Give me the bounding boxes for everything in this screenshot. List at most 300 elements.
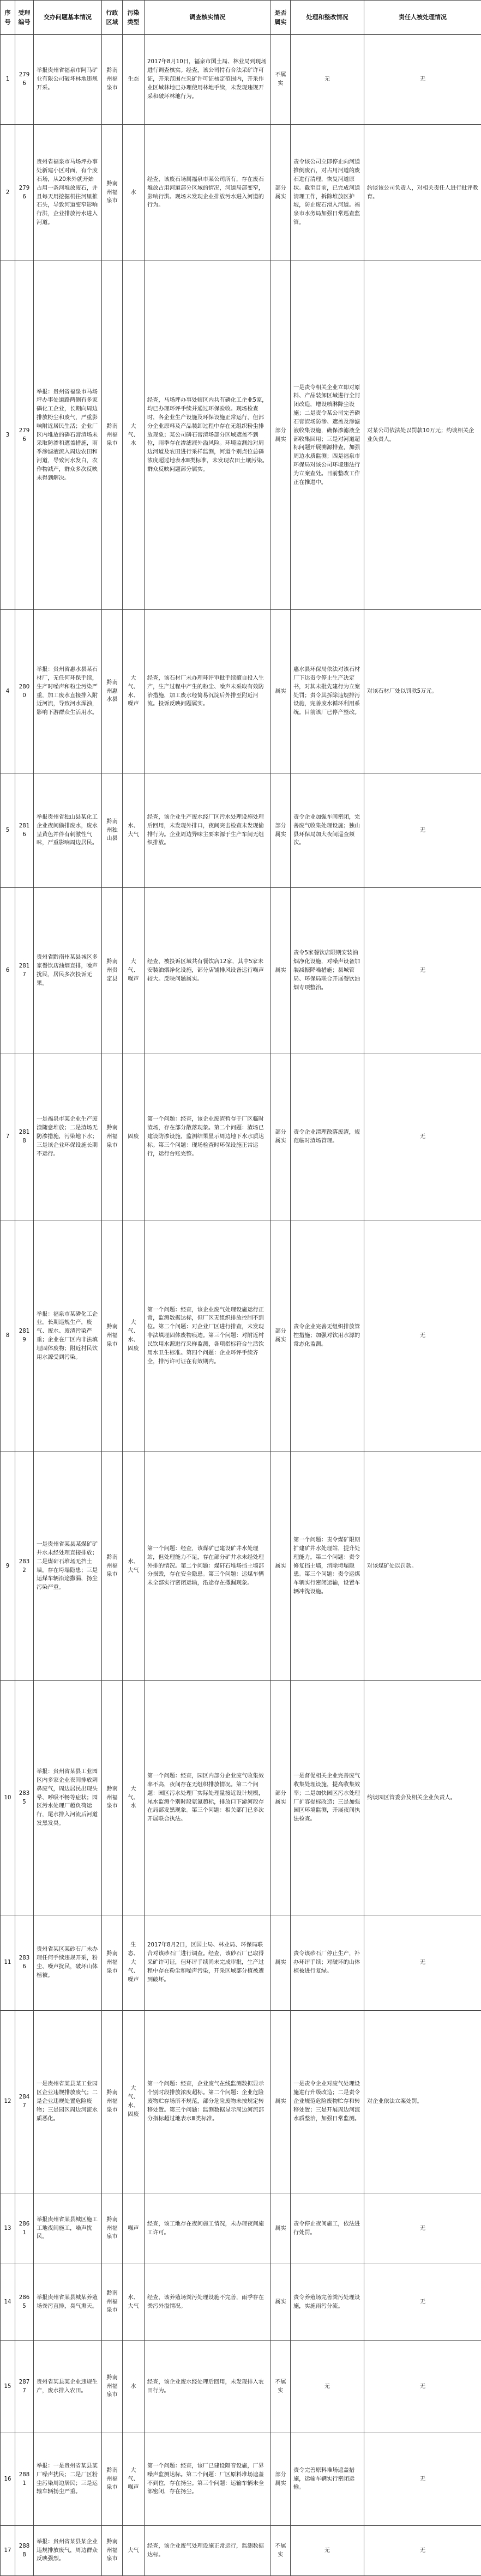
row-seq	[1, 1452, 15, 1681]
row-handling	[291, 2193, 364, 2264]
row-seq	[1, 2526, 15, 2576]
row-pollution-type-text: 生态	[128, 76, 139, 82]
row-case-no	[15, 1220, 34, 1452]
row-accountability-text: 约谈园区管委会及相关企业负责人。	[367, 1795, 456, 1801]
row-handling	[291, 2433, 364, 2526]
row-is-true-text: 属实	[275, 1563, 286, 1569]
row-handling-text: 责令养殖场完善粪污处理设施，实施雨污分流。	[293, 2295, 360, 2309]
row-pollution-type-text: 固废	[128, 1134, 139, 1140]
row-seq-text: 15	[4, 2384, 11, 2390]
row-pollution-type	[123, 1220, 145, 1452]
row-is-true	[271, 2433, 291, 2526]
row-region	[102, 1220, 123, 1452]
row-handling	[291, 773, 364, 888]
row-handling-text: 惠水县环保局依法对该石材厂下达责令停止生产决定书，对其未批先建行为立案处罚；责令其拆除违规排污设施，完善废水循环利用系统。目前该厂已停产整改。	[293, 667, 360, 716]
row-case-no	[15, 610, 34, 773]
row-handling	[291, 1915, 364, 2011]
table-row	[1, 2264, 481, 2341]
row-verification-text: 经查，该废石场属福泉市某公司所有，存在废石堆放占用河道部分区域的情况，河道局部变窄，影响行洪。现场未发现企业排放污水进入河道的行为。	[147, 177, 264, 208]
row-seq-text: 2	[6, 190, 9, 196]
row-complaint	[34, 1220, 102, 1452]
row-case-no	[15, 1452, 34, 1681]
row-pollution-type-text: 大气	[128, 2548, 139, 2554]
row-seq	[1, 773, 15, 888]
row-case-no-text: 2796	[19, 428, 29, 443]
row-region-text: 黔南州福泉市	[106, 181, 117, 204]
row-handling-text: 一是责令企业对废气处理设施进行升级改造；二是责令企业规范危险废物贮存和转移处置；三是开展周边河流水质整治，加强日常监测。	[293, 2081, 360, 2121]
row-case-no	[15, 1054, 34, 1220]
row-seq-text: 17	[4, 2548, 11, 2554]
row-pollution-type-text: 大气、水、固废	[128, 2085, 139, 2117]
row-case-no-text: 2888	[19, 2543, 29, 2558]
row-verification	[145, 610, 271, 773]
header-case-no: 受理编号	[15, 1, 34, 35]
table-row	[1, 35, 481, 125]
row-complaint	[34, 1681, 102, 1915]
row-pollution-type	[123, 1452, 145, 1681]
row-verification	[145, 125, 271, 261]
row-seq	[1, 1681, 15, 1915]
row-complaint	[34, 2193, 102, 2264]
row-is-true-text: 不属实	[275, 72, 286, 87]
row-seq-text: 1	[6, 76, 9, 82]
row-case-no	[15, 1915, 34, 2011]
row-handling	[291, 261, 364, 610]
row-pollution-type	[123, 1054, 145, 1220]
row-case-no-text: 2817	[19, 963, 29, 978]
row-is-true	[271, 2193, 291, 2264]
row-verification	[145, 1220, 271, 1452]
row-is-true-text: 部分属实	[275, 1129, 286, 1144]
row-seq	[1, 125, 15, 261]
row-is-true	[271, 2011, 291, 2193]
row-region	[102, 773, 123, 888]
row-complaint	[34, 2341, 102, 2433]
row-seq	[1, 888, 15, 1054]
row-accountability	[364, 1054, 481, 1220]
row-verification-text: 2017年8月10日，福泉市国土局、林业局到现场进行调查核实。经查，该公司持有合法采矿许可证，开采范围在采矿许可证核定范围内，开采作业区域林地已办理使用林地手续，未发现违规开采和破坏林地行为。	[147, 59, 267, 99]
row-case-no	[15, 773, 34, 888]
row-accountability	[364, 2011, 481, 2193]
row-region-text: 黔南州福泉市	[106, 2290, 117, 2314]
row-handling	[291, 125, 364, 261]
row-pollution-type	[123, 1915, 145, 2011]
header-region: 行政区域	[102, 1, 123, 35]
row-case-no-text: 2818	[19, 1129, 29, 1144]
row-complaint-text: 举报贵州省独山县某化工企业夜间偷排废水，废水呈黄色并伴有刺激性气味，严重影响周边居民。	[37, 814, 98, 846]
row-complaint	[34, 2011, 102, 2193]
table-row	[1, 773, 481, 888]
row-verification-text: 第一个问题：经查，企业废气在线监测数据显示个别时段排放浓度超标。第二个问题：企业危险废物贮存场所不规范，部分危险废物未按规定转移处置。第三个问题：监测数据显示周边河流部分指标超过地表水Ⅲ类标准。	[147, 2081, 264, 2121]
row-handling-text: 责令企业完善无组织排放管控措施；加强对饮用水源的常态化监测。	[293, 1324, 360, 1347]
table-body	[1, 35, 481, 2576]
row-is-true-text: 部分属实	[275, 823, 286, 838]
row-is-true-text: 属实	[275, 2099, 286, 2105]
row-complaint-text: 举报：福泉市某磷化工企业，长期违规生产，废气、废水、废渣污染严重；企业在厂区内非法填埋固体废物；附近村民饮用水源受到污染。	[37, 1311, 98, 1360]
table-row	[1, 2433, 481, 2526]
table-row	[1, 2011, 481, 2193]
row-complaint	[34, 2526, 102, 2576]
row-accountability	[364, 1681, 481, 1915]
row-case-no-text: 2832	[19, 1559, 29, 1574]
row-seq	[1, 1915, 15, 2011]
table-row	[1, 1915, 481, 2011]
header-accountability: 责任人被处理情况	[364, 1, 481, 35]
row-accountability-text: 无	[420, 2476, 425, 2482]
row-verification	[145, 1915, 271, 2011]
row-verification	[145, 2264, 271, 2341]
row-accountability-text: 无	[420, 1960, 425, 1966]
row-seq	[1, 2341, 15, 2433]
row-region-text: 黔南州福泉市	[106, 2217, 117, 2240]
row-accountability-text: 无	[420, 1333, 425, 1339]
row-pollution-type	[123, 2526, 145, 2576]
row-complaint-text: 一是贵州省某县某工业园区企业违规排放废气；二是企业违规处置危险废物；三是园区周边河流水质恶化。	[37, 2081, 98, 2121]
row-is-true	[271, 125, 291, 261]
row-seq	[1, 2011, 15, 2193]
row-case-no	[15, 2433, 34, 2526]
row-accountability	[364, 2264, 481, 2341]
row-handling	[291, 1220, 364, 1452]
row-verification	[145, 1054, 271, 1220]
row-handling	[291, 2264, 364, 2341]
row-verification-text: 经查，马场坪办事处辖区内共有磷化工企业5家，均已办理环评手续并通过环保验收。现场检查时，各企业生产设施及环保设施正常运行，但部分企业原料及产品装卸过程中存在无组织粉尘排放现象；某公司磷石膏渣场部分区域遮盖不到位，雨季存在渗滤液外溢风险。环境监测站对周边河道及农田进行采样监测，河道个别点位总磷浓度超过地表水Ⅲ类标准，未发现农田土壤污染。群众反映问题部分属实。	[147, 397, 268, 473]
row-complaint	[34, 261, 102, 610]
row-region	[102, 610, 123, 773]
row-pollution-type	[123, 2433, 145, 2526]
row-seq-text: 13	[4, 2226, 11, 2232]
row-complaint	[34, 1054, 102, 1220]
row-case-no	[15, 2341, 34, 2433]
row-seq-text: 14	[4, 2299, 11, 2305]
row-pollution-type-text: 大气、水	[128, 424, 139, 447]
row-case-no	[15, 261, 34, 610]
row-case-no	[15, 888, 34, 1054]
row-region-text: 黔南州福泉市	[106, 1951, 117, 1974]
row-handling	[291, 1681, 364, 1915]
row-region-text: 黔南州独山县	[106, 819, 117, 842]
row-accountability	[364, 2526, 481, 2576]
row-pollution-type-text: 水、大气	[128, 2295, 139, 2309]
row-accountability	[364, 2433, 481, 2526]
table-row	[1, 1220, 481, 1452]
row-region-text: 黔南州福泉市	[106, 68, 117, 91]
row-complaint	[34, 1915, 102, 2011]
row-seq-text: 6	[6, 967, 9, 973]
row-region	[102, 2011, 123, 2193]
row-complaint	[34, 35, 102, 125]
row-case-no	[15, 2193, 34, 2264]
row-case-no-text: 2877	[19, 2379, 29, 2394]
header-verification: 调查核实情况	[145, 1, 271, 35]
row-complaint-text: 贵州省某县某企业违规生产，废水排入农田。	[37, 2379, 98, 2394]
header-is-true: 是否属实	[271, 1, 291, 35]
row-is-true-text: 属实	[275, 688, 286, 694]
row-region-text: 黔南州福泉市	[106, 2539, 117, 2562]
row-handling-text: 责令该公司立即停止向河道推倒废石，对占用河道的废石进行清理，恢复河道原状。截至目前，已完成河道清理工作，拆除堆放区护坡，防止废石滑入河道。福泉市水务局加强日常巡查监管。	[293, 159, 360, 226]
row-seq-text: 9	[6, 1563, 9, 1569]
row-case-no-text: 2881	[19, 2472, 29, 2487]
row-handling-text: 责令5家餐饮店限期安装油烟净化设施，对噪声设备加装减振降噪措施；县城管局、环保局联合开展餐饮油烟专项整治。	[293, 950, 360, 990]
row-verification	[145, 888, 271, 1054]
row-accountability	[364, 2193, 481, 2264]
row-is-true	[271, 1220, 291, 1452]
table-row	[1, 125, 481, 261]
row-complaint-text: 举报贵州省某县城某养殖场粪污直排，臭气熏天。	[37, 2295, 98, 2309]
row-seq-text: 16	[4, 2476, 11, 2482]
row-accountability	[364, 1220, 481, 1452]
table-row	[1, 2341, 481, 2433]
row-seq-text: 3	[6, 432, 9, 438]
row-handling	[291, 35, 364, 125]
row-case-no-text: 2835	[19, 1791, 29, 1805]
row-case-no-text: 2796	[19, 72, 29, 87]
row-pollution-type-text: 水、大气	[128, 823, 139, 838]
row-pollution-type	[123, 888, 145, 1054]
table-row	[1, 2193, 481, 2264]
row-verification	[145, 2011, 271, 2193]
row-seq-text: 8	[6, 1333, 9, 1339]
row-handling	[291, 610, 364, 773]
row-verification-text: 经查，该企业废气处理设施正常运行，监测数据达标。	[147, 2543, 264, 2558]
row-region	[102, 125, 123, 261]
row-is-true	[271, 1054, 291, 1220]
row-seq	[1, 2264, 15, 2341]
row-accountability	[364, 773, 481, 888]
row-complaint-text: 举报贵州省福泉市阿马矿业有限公司破坏林地违规开采。	[37, 68, 98, 91]
row-region-text: 黔南州福泉市	[106, 2468, 117, 2491]
row-case-no	[15, 35, 34, 125]
row-verification-text: 第一个问题：经查，园区内部分企业废气收集效率不高，夜间存在无组织排放情况。第二个问题：园区污水处理厂实际处理量接近设计规模，尾水监测个别时段氨氮超标，排放口下游河段存在局部发黑现象。第三个问题：相关部门已多次开展联合执法。	[147, 1773, 264, 1822]
row-accountability-text: 无	[420, 76, 425, 82]
row-region	[102, 2193, 123, 2264]
row-region	[102, 2341, 123, 2433]
row-handling-text: 责令完善原料堆场遮盖措施，运输车辆实行密闭运输。	[293, 2468, 354, 2491]
row-case-no	[15, 125, 34, 261]
row-is-true-text: 部分属实	[275, 1791, 286, 1805]
row-complaint-text: 一是贵州省某县某煤矿矿井水未经处理直接排放；二是煤矸石堆场无挡土墙，存在垮塌隐患；三是运煤车辆沿途撒漏，扬尘污染严重。	[37, 1541, 98, 1591]
row-complaint-text: 举报：一是贵州省某县某厂噪声扰民；二是厂区粉尘污染周边居民；三是运输车辆扬尘严重。	[37, 2463, 98, 2495]
row-seq-text: 10	[4, 1795, 11, 1801]
row-seq	[1, 261, 15, 610]
row-pollution-type-text: 生态、大气、噪声	[128, 1942, 139, 1982]
row-verification-text: 经查，该企业生产废水经厂区污水处理设施处理后回用，未发现外排口，夜间突击检查未发现偷排行为。企业周边异味主要来源于生产车间无组织排放。	[147, 814, 264, 846]
row-is-true-text: 部分属实	[275, 1328, 286, 1343]
row-verification	[145, 2341, 271, 2433]
row-accountability-text: 无	[420, 2299, 425, 2305]
row-region-text: 黔南州福泉市	[106, 2090, 117, 2113]
row-seq-text: 11	[4, 1960, 11, 1966]
row-pollution-type	[123, 261, 145, 610]
row-verification-text: 2017年8月2日，区国土局、林业局、环保局联合对该砂石厂进行调查。经查，该砂石厂已取得采矿许可证，但环评手续尚未完成审批，生产过程中存在粉尘和噪声污染，开采区域部分植被遭到破坏。	[147, 1942, 264, 1982]
row-case-no	[15, 2264, 34, 2341]
row-complaint-text: 举报：贵州省某县工业园区内多家企业夜间排放刺鼻废气，周边居民出现头晕、呼吸不畅等症状；园区污水处理厂超负荷运行，尾水排入河流后河道发黑发臭。	[37, 1769, 98, 1827]
row-is-true	[271, 35, 291, 125]
row-verification-text: 第一个问题：经查，该厂已建设隔音设施，厂界噪声监测达标。第二个问题：厂区原料堆场遮盖不到位，存在扬尘。第三个问题：运输车辆未全部密闭，存在扬尘。	[147, 2463, 264, 2495]
row-region-text: 黔南州福泉市	[106, 1555, 117, 1578]
row-region	[102, 2526, 123, 2576]
row-case-no-text: 2816	[19, 823, 29, 838]
row-region-text: 黔南州福泉市	[106, 2375, 117, 2398]
row-complaint	[34, 888, 102, 1054]
row-seq	[1, 1220, 15, 1452]
header-handling: 处理和整改情况	[291, 1, 364, 35]
row-pollution-type	[123, 125, 145, 261]
row-handling-text: 责令企业加强车间密闭，完善废气收集处理设施；独山县环保局加大夜间巡查频次。	[293, 814, 360, 846]
row-region	[102, 261, 123, 610]
row-pollution-type-text: 大气、噪声	[128, 959, 139, 982]
row-case-no-text: 2861	[19, 2221, 29, 2236]
row-is-true	[271, 610, 291, 773]
row-pollution-type-text: 大气、水、固废	[128, 1320, 139, 1351]
row-complaint	[34, 1452, 102, 1681]
row-is-true	[271, 261, 291, 610]
row-handling-text: 无	[324, 2384, 330, 2390]
row-accountability-text: 对某公司依法处以罚款10万元；约谈相关企业负责人。	[367, 428, 474, 443]
row-is-true	[271, 1452, 291, 1681]
row-region-text: 黔南州贵定县	[106, 959, 117, 982]
row-accountability	[364, 125, 481, 261]
row-is-true-text: 不属实	[275, 2543, 286, 2558]
table-row	[1, 610, 481, 773]
row-handling	[291, 1452, 364, 1681]
row-verification-text: 经查，该石材厂未办理环评审批手续擅自投入生产，生产过程中产生的粉尘、噪声未采取有效防治措施，加工废水经简易沉淀后外排至附近河流。投诉反映问题属实。	[147, 675, 264, 707]
row-verification-text: 第一个问题：经查，该企业废气处理设施运行正常，监测数据达标，但厂区无组织排放控制不到位。第二个问题：对企业厂区进行排查，未发现非法填埋固体废物痕迹。第三个问题：对附近村民饮用水源进行采样监测，各项指标符合生活饮用水卫生标准。第四个问题：企业环评手续齐全，排污许可证在有效期内。	[147, 1307, 264, 1365]
row-handling-text: 无	[324, 2548, 330, 2554]
row-is-true	[271, 2526, 291, 2576]
row-complaint-text: 举报贵州省某县城区施工工地夜间施工，噪声扰民。	[37, 2217, 98, 2240]
row-complaint	[34, 125, 102, 261]
row-case-no	[15, 2011, 34, 2193]
row-accountability	[364, 1915, 481, 2011]
row-verification-text: 经查，该养殖场粪污处理设施不完善，雨季存在粪污外溢情况。	[147, 2295, 264, 2309]
row-case-no-text: 2836	[19, 1955, 29, 1970]
row-pollution-type	[123, 773, 145, 888]
row-case-no-text: 2865	[19, 2295, 29, 2309]
row-handling	[291, 888, 364, 1054]
row-accountability-text: 约谈该公司负责人，对相关责任人进行批评教育。	[367, 185, 478, 200]
row-pollution-type	[123, 2264, 145, 2341]
row-pollution-type-text: 水	[130, 190, 136, 196]
row-region	[102, 1915, 123, 2011]
row-complaint	[34, 773, 102, 888]
row-seq	[1, 610, 15, 773]
row-verification	[145, 2193, 271, 2264]
row-handling	[291, 2011, 364, 2193]
row-seq	[1, 2433, 15, 2526]
row-pollution-type	[123, 1681, 145, 1915]
row-verification	[145, 773, 271, 888]
row-is-true	[271, 1681, 291, 1915]
row-handling-text: 一是督促相关企业完善废气收集处理设施，提高收集效率；二是加快园区污水处理厂扩容提标改造；三是加强园区环境监测，开展夜间执法检查。	[293, 1773, 360, 1822]
row-pollution-type	[123, 2341, 145, 2433]
row-seq	[1, 1054, 15, 1220]
row-accountability-text: 无	[420, 2226, 425, 2232]
header-seq: 序号	[1, 1, 15, 35]
row-complaint-text: 贵州省黔南州某县城区多家餐饮店油烟直排，噪声扰民，居民多次投诉无果。	[37, 954, 98, 986]
row-region	[102, 2264, 123, 2341]
row-accountability-text: 无	[420, 1134, 425, 1140]
row-handling-text: 责令企业清理散落废渣，规范临时渣场管理。	[293, 1129, 360, 1144]
header-complaint: 交办问题基本情况	[34, 1, 102, 35]
row-accountability-text: 对该煤矿处以罚款。	[367, 1563, 417, 1569]
row-complaint-text: 举报：贵州省福泉市马场坪办事处道路两侧有多家磷化工企业，长期向周边排放粉尘和废气，严重影响附近居民生活；企业厂区内堆放的磷石膏渣场未采取防渗和遮盖措施，雨季渗滤液流入周边农田和河道，导致河水发白，农作物减产，群众多次反映未得到解决。	[37, 389, 98, 481]
row-verification	[145, 261, 271, 610]
row-region	[102, 1681, 123, 1915]
row-pollution-type	[123, 2011, 145, 2193]
header-pollution-type: 污染类型	[123, 1, 145, 35]
row-complaint-text: 一是福泉市某企业生产废渣随意堆放；二是渣场无防渗措施，污染地下水；三是该企业环保设施长期不运行。	[37, 1116, 98, 1157]
row-is-true	[271, 1915, 291, 2011]
row-pollution-type-text: 大气、水、噪声	[128, 675, 139, 707]
row-seq-text: 7	[6, 1134, 9, 1140]
table-row	[1, 1054, 481, 1220]
row-verification-text: 经查，该工地存在夜间施工情况，未办理夜间施工许可。	[147, 2221, 264, 2236]
row-accountability-text: 对企业依法立案处罚。	[367, 2099, 423, 2105]
row-handling-text: 一是责令相关企业立即对原料、产品装卸区域进行全封闭改造，增设喷淋降尘设施；二是责令某公司完善磷石膏渣场防渗、遮盖及渗滤液收集设施，确保渗滤液全部收集回用；三是对河道超标问题开展溯源排查，加强周边水质监测；四是福泉市环保局对该公司环境违法行为立案查处。目前整改工作正在推进中。	[293, 385, 360, 486]
row-verification-text: 第一个问题：经查，该煤矿已建设矿井水处理站，但处理能力不足，存在部分矿井水未经处理外排的情况。第二个问题：煤矸石堆场挡土墙部分损毁，存在安全隐患。第三个问题：运煤车辆未全部实行密闭运输，沿途存在撒漏现象。	[147, 1546, 264, 1586]
row-is-true-text: 不属实	[275, 2379, 286, 2394]
row-handling-text: 责令该砂石厂停止生产，补办环评手续；对破坏的山体植被进行复绿。	[293, 1951, 360, 1974]
row-accountability	[364, 888, 481, 1054]
row-is-true-text: 属实	[275, 1960, 286, 1966]
row-verification	[145, 1452, 271, 1681]
row-complaint-text: 贵州省某区某砂石厂未办理任何手续违规开采，粉尘、噪声扰民，破坏山体植被。	[37, 1946, 98, 1978]
row-case-no	[15, 1681, 34, 1915]
table-row	[1, 2526, 481, 2576]
row-pollution-type	[123, 2193, 145, 2264]
row-pollution-type	[123, 35, 145, 125]
row-region	[102, 35, 123, 125]
row-is-true-text: 部分属实	[275, 185, 286, 200]
table-row	[1, 261, 481, 610]
row-accountability-text: 无	[420, 2548, 425, 2554]
row-region	[102, 2433, 123, 2526]
row-handling-text: 第一个问题：责令煤矿限期扩建矿井水处理站，提升处理能力。第二个问题：责令修复挡土墙，消除垮塌隐患。第三个问题：责令运煤车辆实行密闭运输，设置车辆冲洗设施。	[293, 1537, 360, 1595]
row-case-no-text: 2800	[19, 684, 29, 699]
row-seq-text: 5	[6, 827, 9, 833]
row-complaint-text: 举报：贵州省惠水县某石材厂，无任何环保手续，生产时噪声和粉尘污染严重，加工废水直接排入附近河流，导致河水浑浊，影响下游群众生活用水。	[37, 667, 98, 716]
row-accountability	[364, 610, 481, 773]
row-is-true-text: 部分属实	[275, 428, 286, 443]
row-is-true	[271, 2341, 291, 2433]
row-handling	[291, 2526, 364, 2576]
row-seq-text: 4	[6, 688, 9, 694]
row-handling	[291, 2341, 364, 2433]
row-verification	[145, 2526, 271, 2576]
row-case-no-text: 2796	[19, 185, 29, 200]
row-region-text: 黔南州福泉市	[106, 1324, 117, 1347]
row-case-no-text: 2847	[19, 2094, 29, 2109]
table-row	[1, 1452, 481, 1681]
row-is-true-text: 属实	[275, 967, 286, 973]
row-case-no-text: 2819	[19, 1328, 29, 1343]
row-pollution-type-text: 大气、水	[128, 1786, 139, 1810]
row-region-text: 黔南州惠水县	[106, 680, 117, 703]
row-accountability	[364, 261, 481, 610]
row-region	[102, 1452, 123, 1681]
row-handling-text: 无	[324, 76, 330, 82]
row-case-no	[15, 2526, 34, 2576]
row-verification-text: 第一个问题：经查，该企业废渣暂存于厂区临时渣场，存在部分散落现象。第二个问题：渣场已建设防渗设施，监测结果显示周边地下水水质达标。第三个问题：现场检查时环保设施正常运行，运行台账完整。	[147, 1116, 264, 1157]
row-pollution-type-text: 噪声	[128, 2226, 139, 2232]
row-is-true-text: 属实	[275, 2299, 286, 2305]
row-accountability-text: 无	[420, 967, 425, 973]
row-accountability	[364, 1452, 481, 1681]
row-pollution-type-text: 大气、噪声	[128, 2468, 139, 2491]
row-seq-text: 12	[4, 2099, 11, 2105]
row-accountability	[364, 35, 481, 125]
